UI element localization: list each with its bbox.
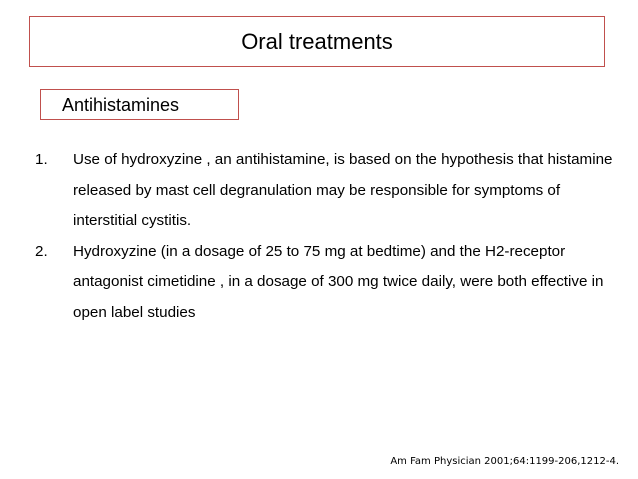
list-item (35, 145, 615, 237)
list-item (35, 237, 615, 329)
section-heading-box (40, 89, 239, 120)
numbered-list (35, 145, 615, 328)
citation: Am Fam Physician 2001;64:1199-206,1212-4. (390, 456, 619, 467)
section-heading: Antihistamines (62, 94, 180, 115)
slide-title-box (29, 16, 605, 67)
list-item-text: Use of hydroxyzine , an antihistamine, is based on the hypothesis that histamine released by mast cell degranulation may be responsible for symptoms of interstitial cystitis. (73, 151, 613, 229)
slide-title: Oral treatments (241, 28, 393, 54)
list-item-number: 1. (35, 151, 48, 168)
list-item-number: 2. (35, 242, 48, 260)
list-item-text: Hydroxyzine (in a dosage of 25 to 75 mg at bedtime) and the H2-receptor antagonist cimetidine , in a dosage of 300 mg twice daily, were both effective in open label studies (73, 242, 604, 321)
